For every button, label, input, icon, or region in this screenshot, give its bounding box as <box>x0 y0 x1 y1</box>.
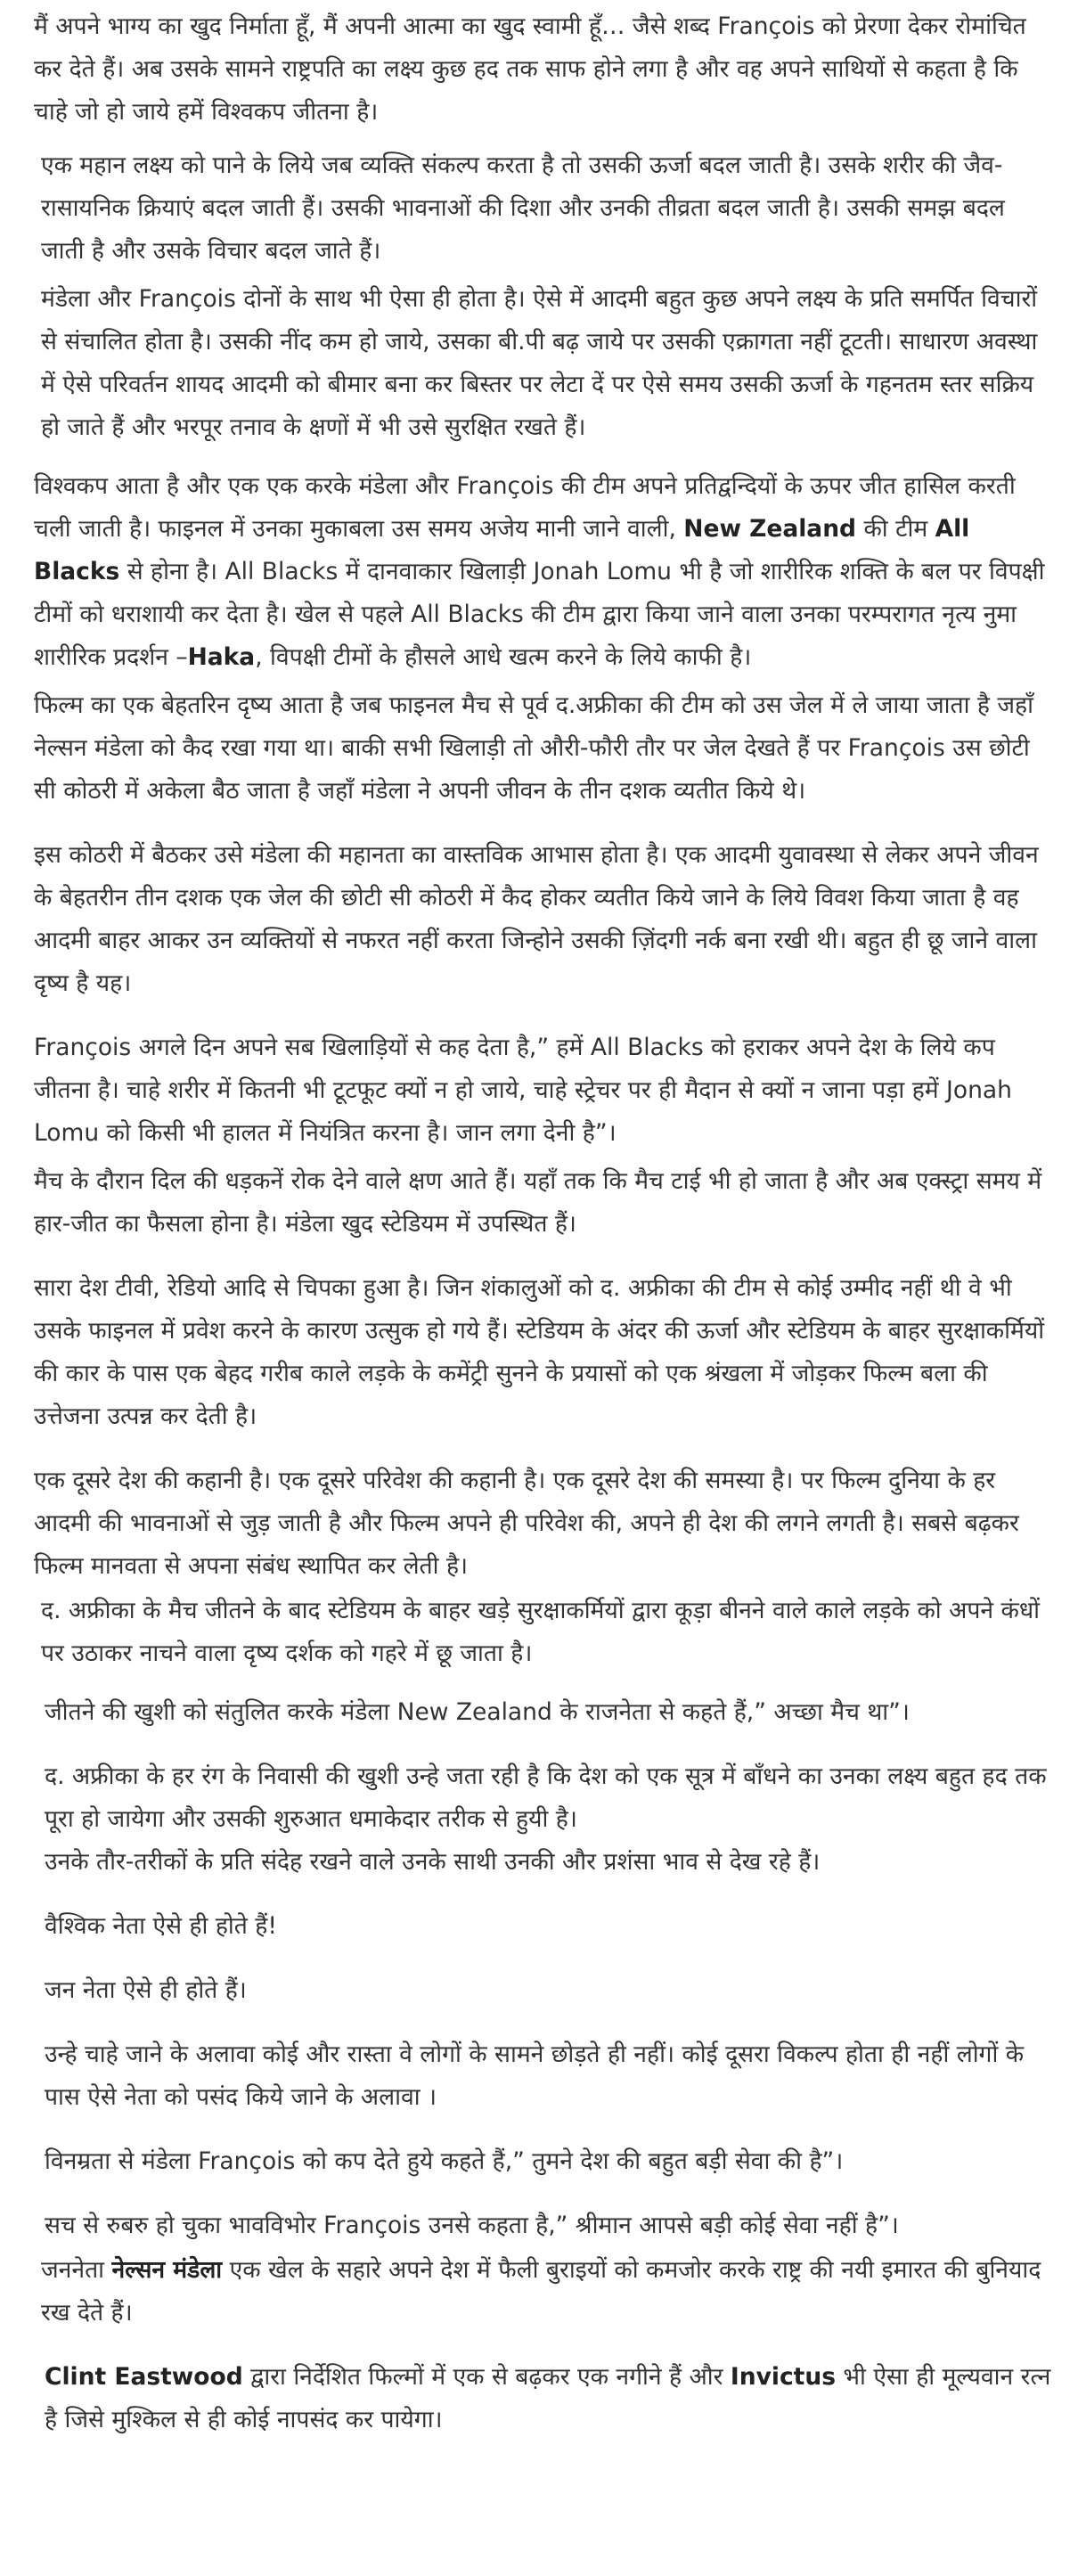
text-run: एक महान लक्ष्य को पाने के लिये जब व्यक्ति संकल्प करता है तो उसकी ऊर्जा बदल जाती है। उसके शरीर की जैव-रासायनिक क्रियाएं बदल जाती हैं। उसकी भावनाओं की दिशा और उनकी तीव्रता बदल जाती है। उसकी समझ बदल जाती है और उसके विचार बदल जाते हैं। <box>41 151 1005 265</box>
paragraph <box>34 1026 1053 1155</box>
paragraph <box>45 1841 1053 1884</box>
paragraph <box>45 2356 1053 2441</box>
text-run: भी ऐसा ही मूल्यवान रत्न है जिसे मुश्किल से ही कोई नापसंद कर पायेगा। <box>45 2363 1051 2433</box>
text-run: एक दूसरे देश की कहानी है। एक दूसरे परिवेश की कहानी है। एक दूसरे देश की समस्या है। पर फिल्म दुनिया के हर आदमी की भावनाओं से जुड़ जाती है और फिल्म अपने ही परिवेश की, अपने ही देश की लगने लगती है। सबसे बढ़कर फिल्म मानवता से अपना संबंध स्थापित कर लेती है। <box>34 1467 1019 1580</box>
text-run: विनम्रता से मंडेला François को कप देते हुये कहते हैं,” तुमने देश की बहुत बड़ी सेवा की है”। <box>45 2147 844 2175</box>
text-run: वैश्विक नेता ऐसे ही होते हैं! <box>45 1912 277 1940</box>
bold-text: All Blacks <box>34 515 970 585</box>
text-run: सारा देश टीवी, रेडियो आदि से चिपका हुआ है। जिन शंकालुओं को द. अफ्रीका की टीम से कोई उम्मीद नहीं थी वे भी उसके फाइनल में प्रवेश करने के कारण उत्सुक हो गये हैं। स्टेडियम के अंदर की ऊर्जा और स्टेडियम के बाहर सुरक्षाकर्मियों की कार के पास एक बेहद गरीब काले लड़के के कमेंट्री सुनने के प्रयासों को एक श्रंखला में जोड़कर फिल्म बला की उत्तेजना उत्पन्न कर देती है। <box>34 1274 1045 1430</box>
paragraph <box>34 5 1053 134</box>
paragraph <box>41 278 1053 449</box>
text-run: द. अफ्रीका के हर रंग के निवासी की खुशी उन्हे जता रही है कि देश को एक सूत्र में बाँधने का उनका लक्ष्य बहुत हद तक पूरा हो जायेगा और उसकी शुरुआत धमाकेदार तरीक से हुयी है। <box>45 1762 1047 1833</box>
paragraph <box>41 144 1053 273</box>
text-run: उनके तौर-तरीकों के प्रति संदेह रखने वाले उनके साथी उनकी और प्रशंसा भाव से देख रहे हैं। <box>45 1848 821 1876</box>
bold-text: Clint Eastwood <box>45 2363 243 2391</box>
paragraph <box>45 2033 1053 2119</box>
text-run: की टीम <box>856 515 935 543</box>
text-run: उन्हे चाहे जाने के अलावा कोई और रास्ता वे लोगों के सामने छोड़ते ही नहीं। कोई दूसरा विकल्प होता ही नहीं लोगों के पास ऐसे नेता को पसंद किये जाने के अलावा । <box>45 2040 1025 2111</box>
text-run: से होना है। All Blacks में दानवाकार खिलाड़ी Jonah Lomu भी है जो शारीरिक शक्ति के बल पर विपक्षी टीमों को धराशायी कर देता है। खेल से पहले All Blacks की टीम द्वारा किया जाने वाला उनका परम्परागत नृत्य नुमा शारीरिक प्रदर्शन – <box>34 558 1045 671</box>
text-run: François अगले दिन अपने सब खिलाड़ियों से कह देता है,” हमें All Blacks को हराकर अपने देश के लिये कप जीतना है। चाहे शरीर में कितनी भी टूटफूट क्यों न हो जाये, चाहे स्ट्रेचर पर ही मैदान से क्यों न जाना पड़ा हमें Jonah Lomu को किसी भी हालत में नियंत्रित करना है। जान लगा देनी है”। <box>34 1034 1012 1147</box>
text-run: सच से रुबरु हो चुका भावविभोर François उनसे कहता है,” श्रीमान आपसे बड़ी कोई सेवा नहीं है”। <box>45 2212 899 2239</box>
bold-text: नेल्सन मंडेला <box>111 2256 223 2284</box>
paragraph <box>45 1969 1053 2012</box>
paragraph <box>34 1160 1053 1246</box>
bold-text: New Zealand <box>683 515 857 543</box>
text-run: विश्वकप आता है और एक एक करके मंडेला और François की टीम अपने प्रतिद्वन्दियों के ऊपर जीत हासिल करती चली जाती है। फाइनल में उनका मुकाबला उस समय अजेय मानी जाने वाली, <box>34 472 1016 543</box>
text-run: , विपक्षी टीमों के हौसले आधे खत्म करने के लिये काफी है। <box>255 643 752 671</box>
text-run: द्वारा निर्देशित फिल्मों में एक से बढ़कर एक नगीने हैं और <box>242 2363 731 2391</box>
text-run: जीतने की खुशी को संतुलित करके मंडेला New Zealand के राजनेता से कहते हैं,” अच्छा मैच था”। <box>45 1698 910 1726</box>
text-run: फिल्म का एक बेहतरिन दृष्य आता है जब फाइनल मैच से पूर्व द.अफ्रीका की टीम को उस जेल में ले जाया जाता है जहाँ नेल्सन मंडेला को कैद रखा गया था। बाकी सभी खिलाड़ी तो औरी-फौरी तौर पर जेल देखते हैं पर François उस छोटी सी कोठरी में अकेला बैठ जाता है जहाँ मंडेला ने अपनी जीवन के तीन दशक व्यतीत किये थे। <box>34 691 1033 805</box>
text-run: मंडेला और François दोनों के साथ भी ऐसा ही होता है। ऐसे में आदमी बहुत कुछ अपने लक्ष्य के प्रति समर्पित विचारों से संचालित होता है। उसकी नींद कम हो जाये, उसका बी.पी बढ़ जाये पर उसकी एक्रागता नहीं टूटती। साधारण अवस्था में ऐसे परिवर्तन शायद आदमी को बीमार बना कर बिस्तर पर लेटा दें पर ऐसे समय उसकी ऊर्जा के गहनतम स्तर सक्रिय हो जाते हैं और भरपूर तनाव के क्षणों में भी उसे सुरक्षित रखते हैं। <box>41 285 1038 441</box>
paragraph <box>45 1755 1053 1841</box>
paragraph <box>34 834 1053 1005</box>
bold-text: Haka <box>187 643 256 671</box>
paragraph <box>45 1691 1053 1734</box>
text-run: एक खेल के सहारे अपने देश में फैली बुराइयों को कमजोर करके राष्ट्र की नयी इमारत की बुनियाद रख देते हैं। <box>41 2256 1041 2327</box>
paragraph <box>34 1267 1053 1438</box>
paragraph <box>34 684 1053 813</box>
text-run: जन नेता ऐसे ही होते हैं। <box>45 1976 247 2004</box>
paragraph <box>45 2140 1053 2183</box>
text-run: इस कोठरी में बैठकर उसे मंडेला की महानता का वास्तविक आभास होता है। एक आदमी युवावस्था से लेकर अपने जीवन के बेहतरीन तीन दशक एक जेल की छोटी सी कोठरी में कैद होकर व्यतीत किये जाने के लिये विवश किया जाता है वह आदमी बाहर आकर उन व्यक्तियों से नफरत नहीं करता जिन्होने उसकी ज़िंदगी नर्क बना रखी थी। बहुत ही छू जाने वाला दृष्य है यह। <box>34 841 1039 997</box>
text-run: मैं अपने भाग्य का खुद निर्माता हूँ, मैं अपनी आत्मा का खुद स्वामी हूँ… जैसे शब्द François को प्रेरणा देकर रोमांचित कर देते हैं। अब उसके सामने राष्ट्रपति का लक्ष्य कुछ हद तक साफ होने लगा है और वह अपने साथियों से कहता है कि चाहे जो हो जाये हमें विश्वकप जीतना है। <box>34 12 1026 126</box>
paragraph <box>41 1590 1053 1675</box>
paragraph <box>34 1460 1053 1588</box>
bold-text: Invictus <box>730 2363 836 2391</box>
text-run: द. अफ्रीका के मैच जीतने के बाद स्टेडियम के बाहर खड़े सुरक्षाकर्मियों द्वारा कूड़ा बीनने वाले काले लड़के को अपने कंधों पर उठाकर नाचने वाला दृष्य दर्शक को गहरे में छू जाता है। <box>41 1597 1041 1667</box>
paragraph <box>41 2249 1053 2335</box>
paragraph <box>45 2204 1053 2247</box>
paragraph <box>45 1905 1053 1948</box>
text-run: मैच के दौरान दिल की धड़कनें रोक देने वाले क्षण आते हैं। यहाँ तक कि मैच टाई भी हो जाता है और अब एक्स्ट्रा समय में हार-जीत का फैसला होना है। मंडेला खुद स्टेडियम में उपस्थित हैं। <box>34 1167 1042 1238</box>
paragraph <box>34 465 1053 679</box>
text-run: जननेता <box>41 2256 112 2284</box>
